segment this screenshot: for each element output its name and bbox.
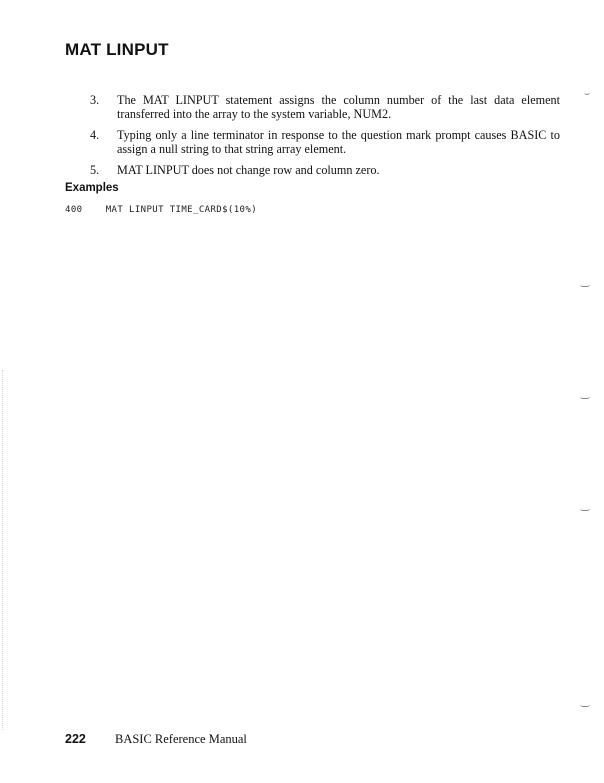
page-footer [65, 732, 247, 747]
page-title: MAT LINPUT [65, 40, 169, 59]
note-number: 5. [90, 163, 100, 177]
note-text: MAT LINPUT does not change row and column zero. [117, 163, 380, 177]
code-example: 400 MAT LINPUT TIME_CARD$(10%) [65, 205, 258, 215]
examples-heading: Examples [65, 182, 119, 194]
scan-mark [580, 284, 590, 287]
scan-mark [580, 704, 590, 707]
page-number: 222 [65, 732, 86, 746]
scan-mark [580, 396, 590, 399]
notes-list [90, 94, 560, 186]
scan-mark [584, 92, 590, 95]
scan-mark [580, 508, 590, 511]
note-text: The MAT LINPUT statement assigns the column number of the last data element transferred into the array to the system variable, NUM2. [117, 93, 560, 121]
note-item [90, 129, 560, 156]
note-item [90, 94, 560, 121]
note-text: Typing only a line terminator in response to the question mark prompt causes BASIC to assign a null string to that string array element. [117, 128, 560, 156]
note-number: 4. [90, 128, 100, 142]
scan-edge [2, 370, 4, 730]
manual-title: BASIC Reference Manual [114, 732, 247, 746]
note-number: 3. [90, 93, 100, 107]
note-item [90, 164, 560, 178]
